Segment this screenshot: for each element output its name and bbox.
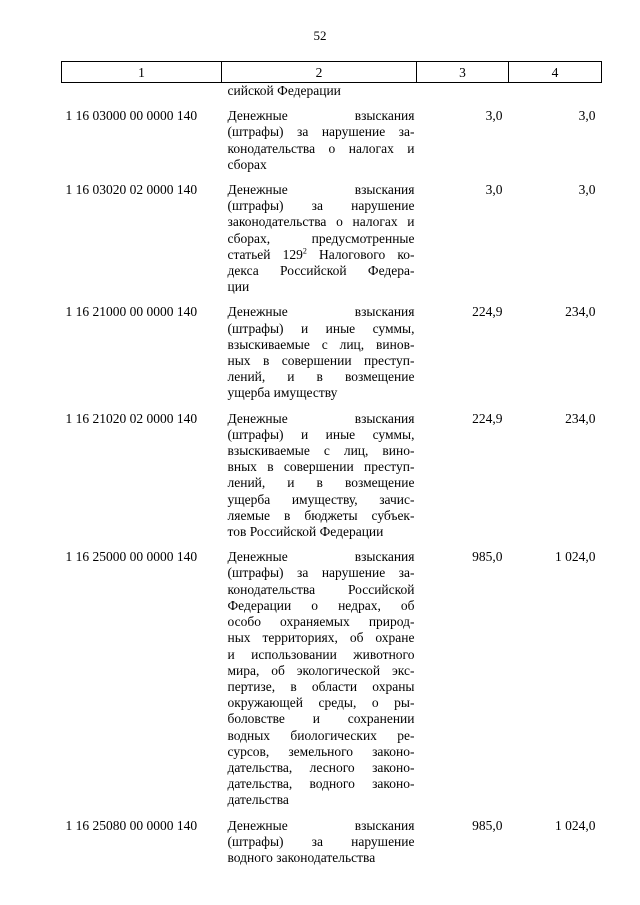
continuation-row (62, 83, 602, 100)
value-col4: 234,0 (565, 410, 596, 426)
table-row (62, 809, 602, 867)
row-description: Денежные взыскания (штрафы) за нарушение за- конодательства Российской Федерации о недрах, об особо охраняемых природ- ных территориях, об охране и использовании животного мира, об экологической экс- пертизе, в области охраны окружающей среды, о ры- боловстве и сохранении водных биологических ре- сурсов, земельного законо- дательства, лесного законо- дательства, водного законо- дательства (227, 549, 415, 808)
column-header-3: 3 (417, 62, 509, 83)
column-header-4: 4 (509, 62, 602, 83)
budget-code: 1 16 03000 00 0000 140 (65, 108, 198, 124)
value-col3: 3,0 (485, 108, 503, 124)
table-row (62, 173, 602, 295)
row-description: Денежные взыскания (штрафы) за нарушение за- конодательства о налогах и сборах (227, 108, 415, 172)
budget-code: 1 16 25000 00 0000 140 (65, 549, 198, 565)
value-col4: 234,0 (565, 304, 596, 320)
table-row (62, 99, 602, 173)
row-description: Денежные взыскания (штрафы) за нарушение водного законодательства (227, 817, 415, 865)
budget-code: 1 16 21020 02 0000 140 (65, 410, 198, 426)
page-number: 52 (313, 28, 327, 43)
value-col4: 1 024,0 (555, 549, 596, 565)
value-col4: 3,0 (578, 182, 596, 198)
table-row (62, 540, 602, 808)
value-col3: 985,0 (472, 817, 503, 833)
column-header-1: 1 (62, 62, 222, 83)
row-description: Денежные взыскания (штрафы) за нарушение законодательства о налогах и сборах, предусмотренные статьей $129^2$ Налогового ко- декса Российской Федера- ции (227, 182, 415, 295)
column-header-2: 2 (222, 62, 417, 83)
revenue-table (61, 61, 602, 866)
value-col4: 1 024,0 (555, 817, 596, 833)
budget-code: 1 16 25080 00 0000 140 (65, 817, 198, 833)
table-row (62, 402, 602, 541)
row-description: Денежные взыскания (штрафы) и иные суммы, взыскиваемые с лиц, винов- ных в совершении преступ- лений, и в возмещение ущерба имуществу (227, 304, 415, 401)
row-description: Денежные взыскания (штрафы) и иные суммы, взыскиваемые с лиц, вино- вных в совершении преступ- лений, и в возмещение ущерба имуществу, зачис- ляемые в бюджеты субъек- тов Российской Федерации (227, 410, 415, 540)
value-col3: 224,9 (472, 304, 503, 320)
value-col3: 224,9 (472, 410, 503, 426)
table-header-row (62, 62, 602, 83)
continuation-text: сийской Федерации (227, 83, 341, 98)
value-col3: 985,0 (472, 549, 503, 565)
value-col3: 3,0 (485, 182, 503, 198)
table-row (62, 295, 602, 401)
budget-code: 1 16 03020 02 0000 140 (65, 182, 198, 198)
budget-code: 1 16 21000 00 0000 140 (65, 304, 198, 320)
value-col4: 3,0 (578, 108, 596, 124)
